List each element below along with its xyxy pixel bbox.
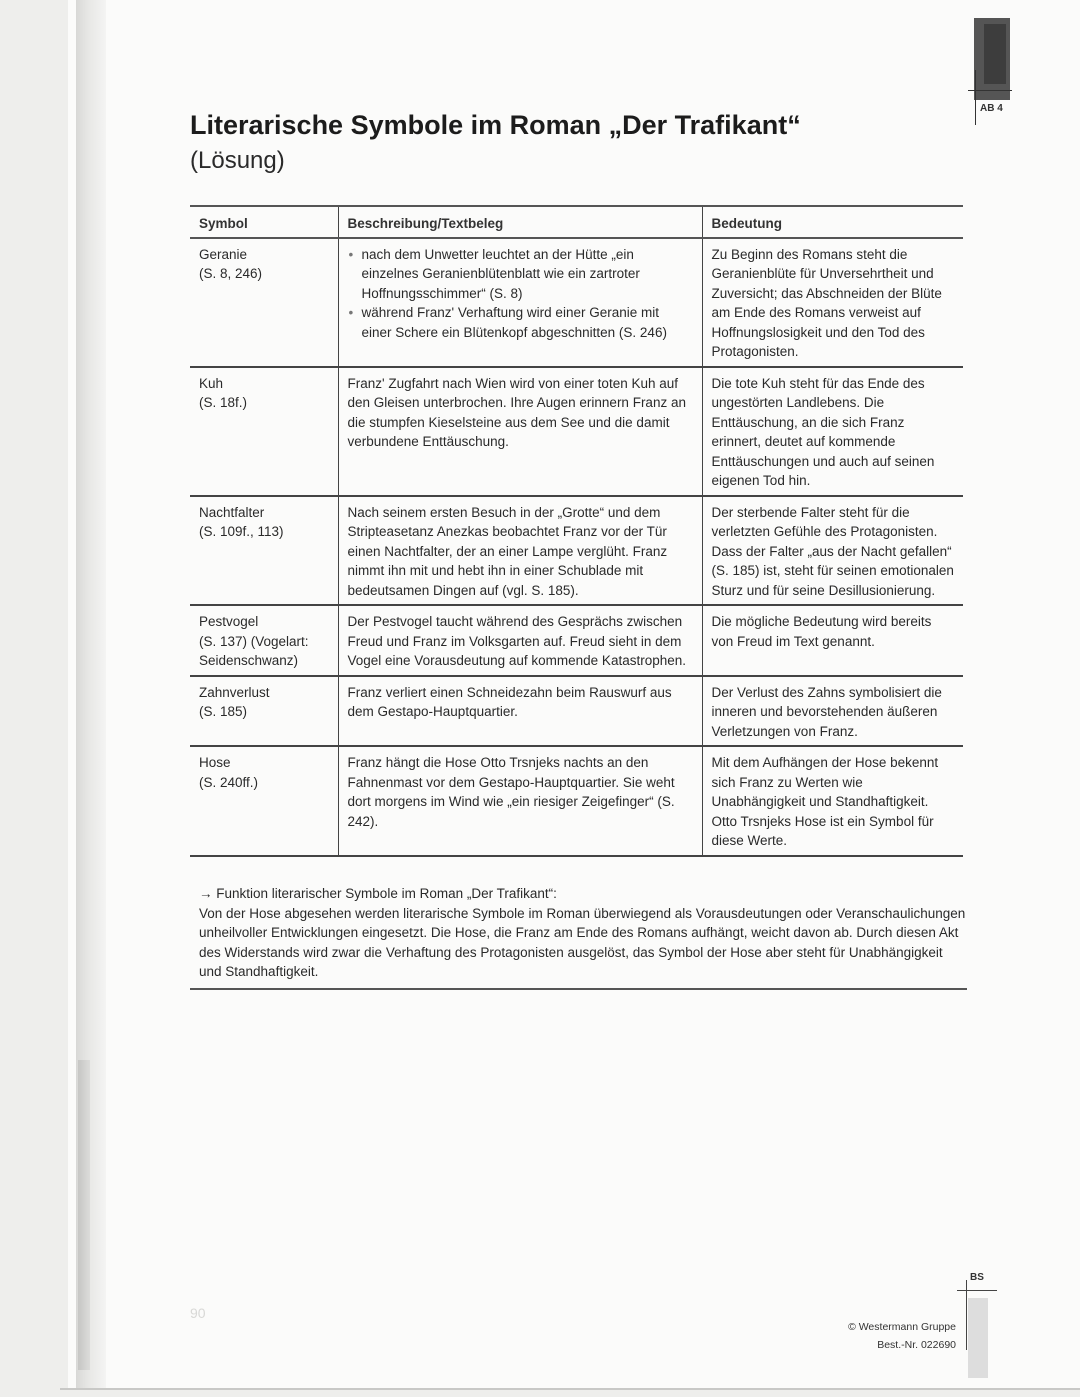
binding-stripe [78, 1060, 90, 1370]
meaning-cell: Der Verlust des Zahns symbolisiert die inneren und bevorstehenden äußeren Verletzungen von Franz. [702, 676, 963, 747]
symbol-name: Zahnverlust [199, 684, 270, 700]
summary-text: Von der Hose abgesehen werden literarische Symbole im Roman überwiegend als Vorausdeutungen oder Veranschaulichungen unheilvoller Entwicklungen eingesetzt. Die Hose, die Franz am Ende des Romans aufhängt, weicht davon ab. Durch diesen Akt des Widerstands wird zwar die Verhaftung des Protagonisten ausgelöst, das Symbol der Hose aber steht für Unabhängigkeit und Standhaftigkeit. [199, 905, 966, 979]
symbol-ref: (S. 240ff.) [199, 774, 259, 790]
meaning-cell: Der sterbende Falter steht für die verletzten Gefühle des Protagonisten. Dass der Falter „aus der Nacht gefallen“ (S. 185) ist, steht für seinen emotionalen Sturz und für seine Desillusionierung. [702, 496, 963, 606]
publisher-info [760, 1318, 956, 1354]
description-cell: Franz verliert einen Schneidezahn beim Rauswurf aus dem Gestapo-Hauptquartier. [338, 676, 702, 747]
meaning-cell: Die mögliche Bedeutung wird bereits von Freud im Text genannt. [702, 605, 963, 676]
description-cell: Der Pestvogel taucht während des Gesprächs zwischen Freud und Franz im Volksgarten auf. Freud sieht in dem Vogel eine Vorausdeutung auf kommende Katastrophen. [338, 605, 702, 676]
copyright-text: © Westermann Gruppe [848, 1321, 956, 1333]
symbol-ref: (S. 109f., 113) [199, 524, 284, 539]
meaning-cell: Zu Beginn des Romans steht die Geranienblüte für Unversehrtheit und Zuversicht; das Abschneiden der Blüte am Ende des Romans verweist auf Hoffnungslosigkeit und den Tod des Protagonisten. [702, 238, 963, 367]
symbol-ref: (S. 18f.) [199, 395, 248, 410]
symbol-cell [190, 367, 338, 496]
page-bottom-edge [60, 1388, 1080, 1390]
summary-heading: → Funktion literarischer Symbole im Roman „Der Trafikant“: [199, 886, 557, 901]
symbol-name: Kuh [199, 375, 224, 391]
page-number: 90 [190, 1305, 206, 1321]
header-symbol: Symbol [190, 206, 338, 238]
page-title: Literarische Symbole im Roman „Der Trafikant“ [190, 110, 801, 140]
section-guide-horizontal [957, 1290, 997, 1291]
section-bar [968, 1298, 988, 1378]
chapter-tab-inner [984, 24, 1006, 84]
symbol-cell [190, 746, 338, 856]
table-row [190, 238, 963, 367]
description-cell: Nach seinem ersten Besuch in der „Grotte“ und dem Stripteasetanz Anezkas beobachtet Franz vor der Tür einen Nachtfalter, der an einer Lampe verglüht. Franz nimmt ihn mit und hebt ihn in einer Schublade mit bedeutsamen Dingen auf (vgl. S. 185). [338, 496, 702, 606]
tab-label: AB 4 [980, 103, 1003, 114]
symbol-name: Hose [199, 755, 231, 770]
table-row [190, 367, 963, 496]
list-item: • während Franz' Verhaftung wird einer Geranie mit einer Schere ein Blütenkopf abgeschnitten (S. 246) [362, 303, 693, 342]
meaning-cell: Die tote Kuh steht für das Ende des ungestörten Landlebens. Die Enttäuschung, an die sich Franz erinnert, deutet auf kommende Enttäuschungen und auch auf seinen eigenen Tod hin. [702, 367, 963, 496]
symbol-ref: (S. 185) [199, 704, 248, 719]
table-row [190, 746, 963, 856]
table-row [190, 676, 963, 747]
symbol-cell [190, 496, 338, 606]
symbol-name: Pestvogel [199, 614, 259, 629]
description-cell [338, 238, 702, 367]
symbol-cell [190, 605, 338, 676]
table-row [190, 496, 963, 606]
symbol-ref: (S. 137) (Vogelart: Seidenschwanz) [199, 633, 309, 668]
symbol-cell [190, 238, 338, 367]
tab-guide-vertical [975, 70, 976, 125]
header-description: Beschreibung/Textbeleg [338, 206, 702, 238]
section-label: BS [970, 1272, 984, 1283]
page-subtitle: (Lösung) [190, 147, 285, 174]
tab-guide-horizontal [968, 90, 1012, 91]
description-cell: Franz hängt die Hose Otto Trsnjeks nachts an den Fahnenmast vor dem Gestapo-Hauptquartier. Sie weht dort morgens im Wind wie „ein riesiger Zeigefinger“ (S. 242). [338, 746, 702, 856]
table-row [190, 605, 963, 676]
table-header-row [190, 206, 963, 238]
symbol-name: Geranie [199, 246, 248, 262]
list-item: • nach dem Unwetter leuchtet an der Hütte „ein einzelnes Geranienblütenblatt wie ein zartroter Hoffnungsschimmer“ (S. 8) [362, 245, 693, 304]
symbols-table [190, 205, 963, 857]
description-cell: Franz' Zugfahrt nach Wien wird von einer toten Kuh auf den Gleisen unterbrochen. Ihre Augen erinnern Franz an die stumpfen Kieselsteine aus dem See und die damit verbundene Enttäuschung. [338, 367, 702, 496]
order-number: Best.-Nr. 022690 [877, 1339, 956, 1351]
function-summary [190, 880, 967, 990]
symbol-cell [190, 676, 338, 747]
meaning-cell: Mit dem Aufhängen der Hose bekennt sich Franz zu Werten wie Unabhängigkeit und Standhaftigkeit. Otto Trsnjeks Hose ist ein Symbol für diese Werte. [702, 746, 963, 856]
symbol-name: Nachtfalter [199, 504, 265, 520]
description-list [348, 245, 693, 343]
symbol-ref: (S. 8, 246) [199, 266, 263, 281]
header-meaning: Bedeutung [702, 206, 963, 238]
